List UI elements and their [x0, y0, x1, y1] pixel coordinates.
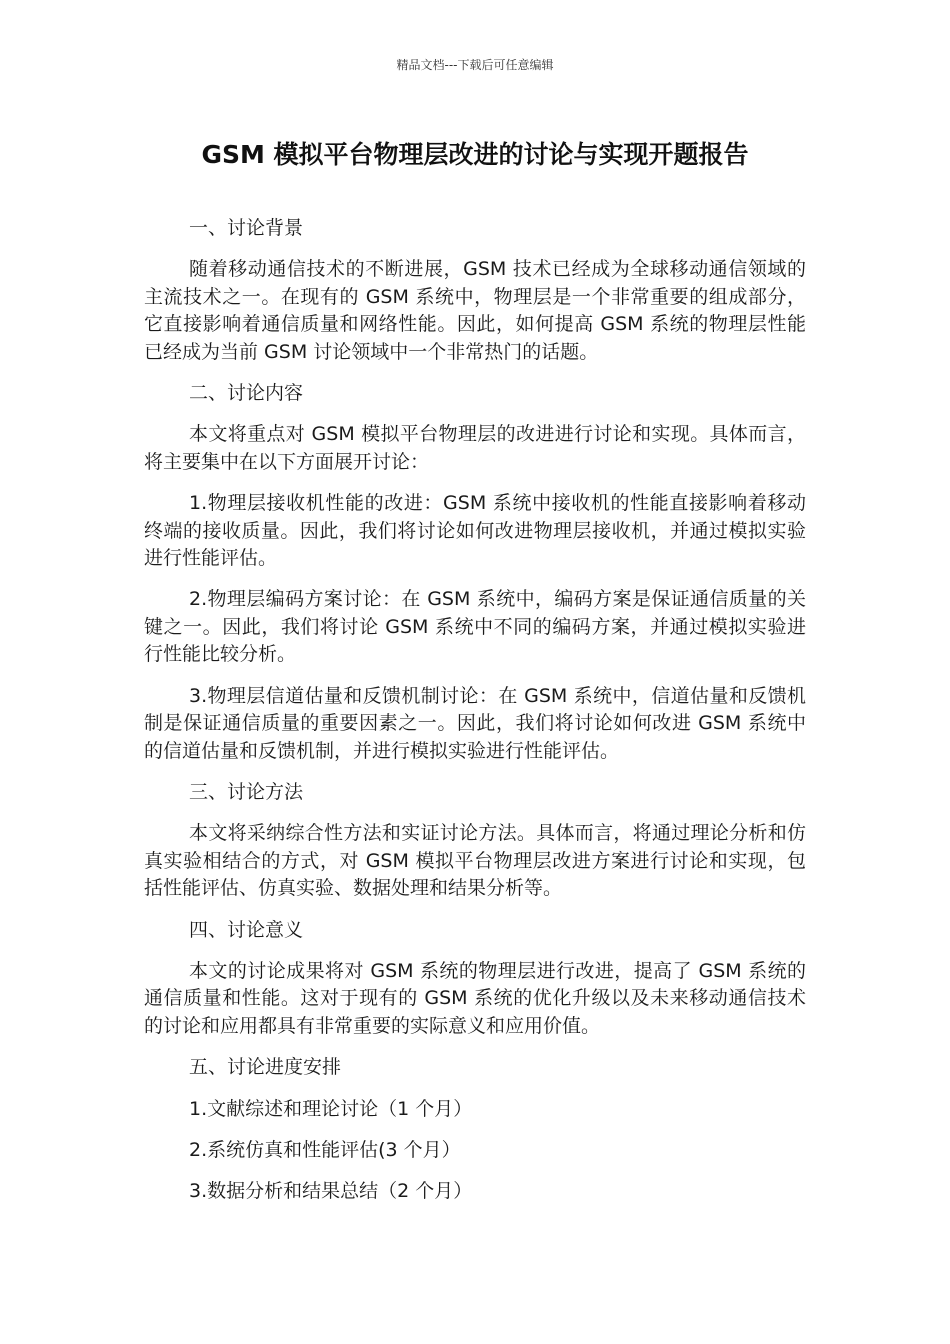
- list-item-channel-estimation: 3.物理层信道估量和反馈机制讨论：在 GSM 系统中，信道估量和反馈机制是保证通信质量的重要因素之一。因此，我们将讨论如何改进 GSM 系统中的信道估量和反馈机制，并进行模拟实验进行性能评估。: [144, 684, 806, 762]
- list-item-receiver: 1.物理层接收机性能的改进：GSM 系统中接收机的性能直接影响着移动终端的接收质量。因此，我们将讨论如何改进物理层接收机，并通过模拟实验进行性能评估。: [144, 492, 806, 570]
- paragraph-method: 本文将采纳综合性方法和实证讨论方法。具体而言，将通过理论分析和仿真实验相结合的方式，对 GSM 模拟平台物理层改进方案进行讨论和实现，包括性能评估、仿真实验、数据处理和结果分析等。: [144, 822, 806, 900]
- paragraph-content-intro: 本文将重点对 GSM 模拟平台物理层的改进进行讨论和实现。具体而言，将主要集中在以下方面展开讨论：: [144, 423, 806, 473]
- document-title: GSM 模拟平台物理层改进的讨论与实现开题报告: [201, 140, 749, 169]
- section-heading-background: 一、讨论背景: [189, 217, 304, 239]
- schedule-item-2: 2.系统仿真和性能评估(3 个月）: [189, 1138, 461, 1161]
- section-heading-significance: 四、讨论意义: [189, 918, 304, 941]
- list-item-coding: 2.物理层编码方案讨论：在 GSM 系统中，编码方案是保证通信质量的关键之一。因此，我们将讨论 GSM 系统中不同的编码方案，并通过模拟实验进行性能比较分析。: [144, 588, 806, 666]
- section-heading-method: 三、讨论方法: [189, 780, 304, 803]
- page-header: 精品文档---下载后可任意编辑: [396, 58, 554, 72]
- section-heading-schedule: 五、讨论进度安排: [189, 1056, 342, 1079]
- schedule-item-1: 1.文献综述和理论讨论（1 个月）: [189, 1097, 473, 1120]
- schedule-item-3: 3.数据分析和结果总结（2 个月）: [189, 1180, 473, 1203]
- paragraph-significance: 本文的讨论成果将对 GSM 系统的物理层进行改进，提高了 GSM 系统的通信质量和性能。这对于现有的 GSM 系统的优化升级以及未来移动通信技术的讨论和应用都具有非常重要的实际意义和应用价值。: [144, 959, 806, 1037]
- section-heading-content: 二、讨论内容: [189, 382, 304, 405]
- document-body: [144, 215, 806, 1220]
- paragraph-background: 随着移动通信技术的不断进展，GSM 技术已经成为全球移动通信领域的主流技术之一。在现有的 GSM 系统中，物理层是一个非常重要的组成部分，它直接影响着通信质量和网络性能。因此，如何提高 GSM 系统的物理层性能已经成为当前 GSM 讨论领域中一个非常热门的话题。: [144, 258, 806, 363]
